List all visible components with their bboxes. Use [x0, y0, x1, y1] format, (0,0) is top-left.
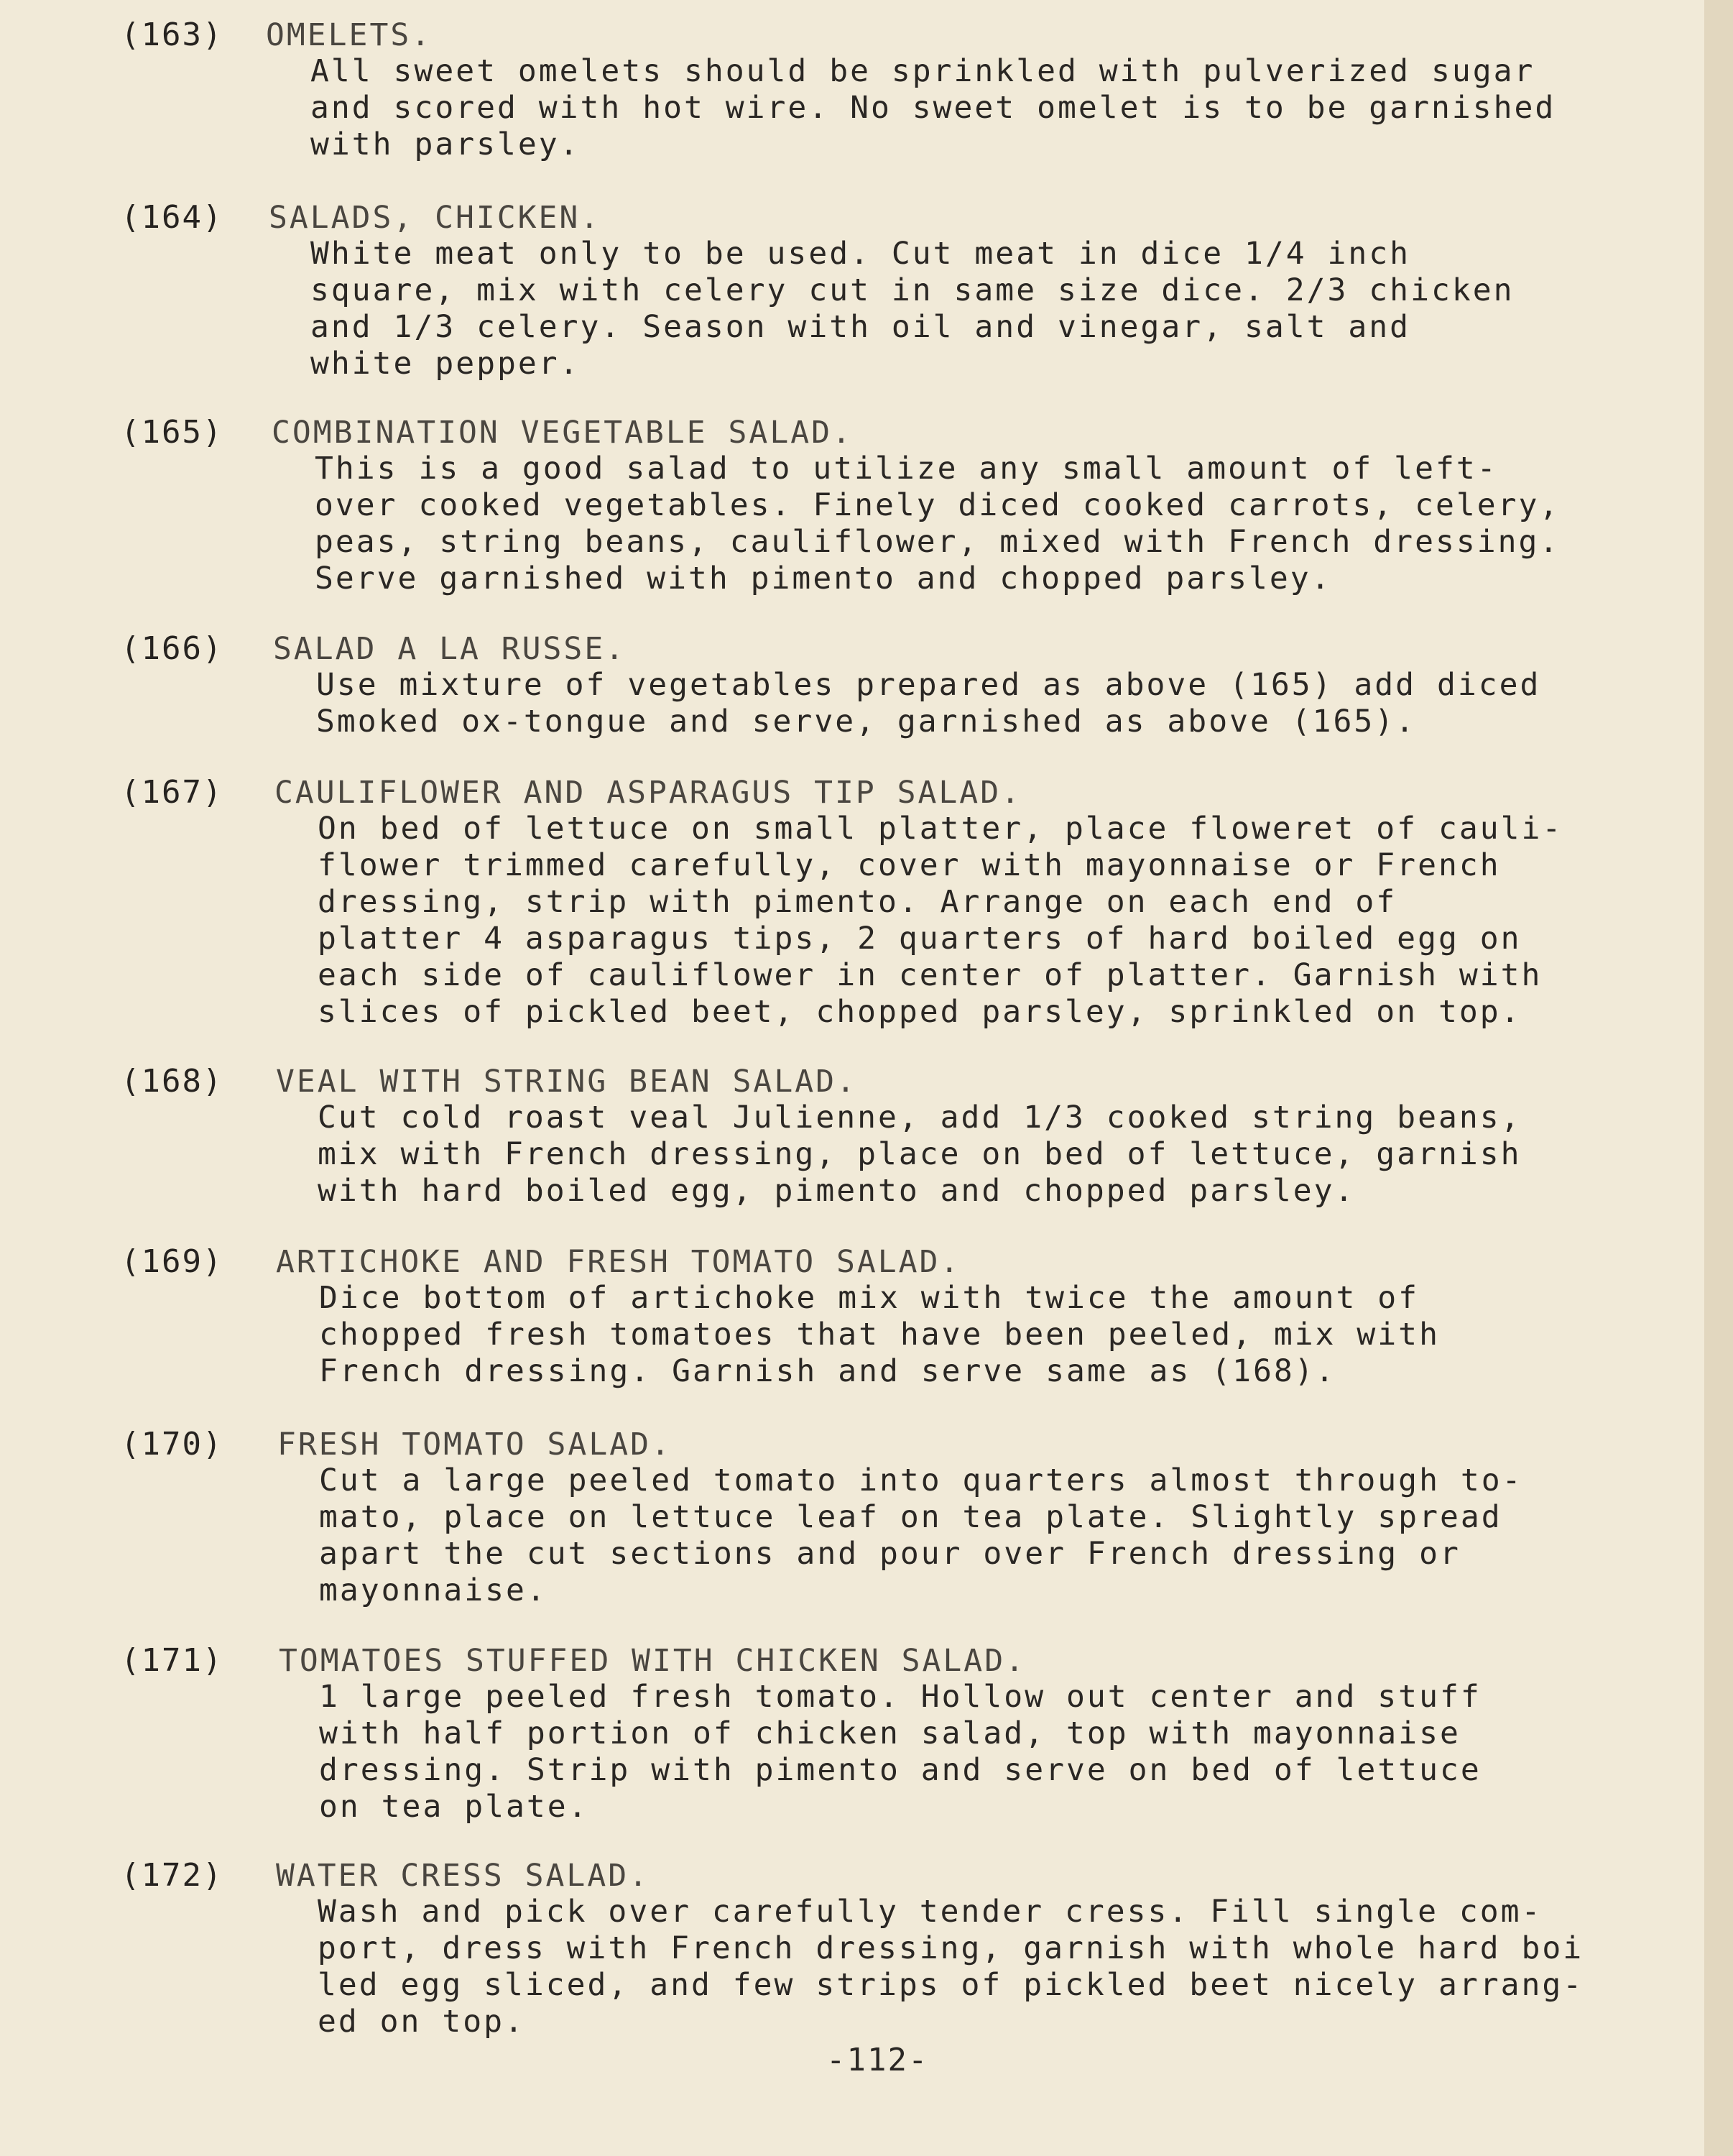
recipe-title: VEAL WITH STRING BEAN SALAD.: [276, 1064, 857, 1100]
recipe-line: All sweet omelets should be sprinkled with pulverized sugar: [310, 53, 1535, 89]
recipe-body: [319, 1462, 1523, 1609]
recipe-number: (163): [121, 17, 223, 53]
recipe-number: (164): [121, 199, 223, 236]
recipe-line: on tea plate.: [319, 1789, 589, 1825]
recipe-line: flower trimmed carefully, cover with mayonnaise or French: [318, 847, 1501, 883]
recipe-number: (167): [121, 774, 223, 811]
recipe-number: (172): [121, 1857, 223, 1894]
recipe-line: ed on top.: [318, 2004, 525, 2040]
recipe-line: port, dress with French dressing, garnish with whole hard boi: [318, 1930, 1584, 1966]
recipe-body: [316, 667, 1540, 740]
recipe-body: [318, 811, 1563, 1031]
recipe-title: COMBINATION VEGETABLE SALAD.: [272, 415, 853, 451]
recipe-line: and scored with hot wire. No sweet omelet is to be garnished: [310, 90, 1556, 126]
recipe-line: peas, string beans, cauliflower, mixed with French dressing.: [315, 524, 1561, 560]
recipe-line: with hard boiled egg, pimento and chopped parsley.: [318, 1173, 1356, 1209]
recipe-title: TOMATOES STUFFED WITH CHICKEN SALAD.: [279, 1643, 1026, 1679]
recipe-title: SALADS, CHICKEN.: [269, 200, 601, 236]
recipe-line: mato, place on lettuce leaf on tea plate. Slightly spread: [319, 1499, 1502, 1535]
recipe-line: platter 4 asparagus tips, 2 quarters of hard boiled egg on: [318, 921, 1522, 957]
recipe-line: On bed of lettuce on small platter, place floweret of cauli-: [318, 811, 1563, 847]
recipe-number: (168): [121, 1063, 223, 1100]
recipe-line: Cut a large peeled tomato into quarters almost through to-: [319, 1462, 1523, 1498]
recipe-line: Wash and pick over carefully tender cress. Fill single com-: [318, 1894, 1543, 1930]
recipe-body: [319, 1280, 1440, 1390]
recipe-number: (166): [121, 630, 223, 667]
recipe-body: [310, 236, 1515, 382]
recipe-title: SALAD A LA RUSSE.: [273, 631, 627, 667]
recipe-line: Smoked ox-tongue and serve, garnished as above (165).: [316, 704, 1417, 740]
recipe-body: [318, 1100, 1522, 1210]
recipe-line: and 1/3 celery. Season with oil and vinegar, salt and: [310, 309, 1411, 345]
recipe-line: over cooked vegetables. Finely diced cooked carrots, celery,: [315, 487, 1561, 523]
recipe-number: (171): [121, 1642, 223, 1679]
recipe-line: 1 large peeled fresh tomato. Hollow out center and stuff: [319, 1679, 1482, 1715]
recipe-title: WATER CRESS SALAD.: [276, 1858, 650, 1894]
recipe-line: dressing. Strip with pimento and serve on bed of lettuce: [319, 1752, 1482, 1788]
page-number: -112-: [826, 2042, 929, 2078]
recipe-line: Use mixture of vegetables prepared as above (165) add diced: [316, 667, 1541, 703]
recipe-line: apart the cut sections and pour over French dressing or: [319, 1536, 1461, 1572]
recipe-line: French dressing. Garnish and serve same as (168).: [319, 1353, 1336, 1389]
recipe-line: mix with French dressing, place on bed of lettuce, garnish: [318, 1136, 1522, 1172]
recipe-line: led egg sliced, and few strips of pickled beet nicely arrang-: [318, 1967, 1584, 2003]
recipe-number: (169): [121, 1243, 223, 1280]
recipe-number: (170): [121, 1426, 223, 1462]
recipe-body: [319, 1679, 1482, 1825]
recipe-line: Dice bottom of artichoke mix with twice the amount of: [319, 1280, 1420, 1316]
recipe-body: [310, 53, 1556, 163]
recipe-title: FRESH TOMATO SALAD.: [277, 1427, 672, 1462]
recipe-number: (165): [121, 414, 223, 451]
recipe-line: slices of pickled beet, chopped parsley, sprinkled on top.: [318, 994, 1522, 1030]
recipe-line: square, mix with celery cut in same size dice. 2/3 chicken: [310, 272, 1515, 308]
recipe-line: Serve garnished with pimento and chopped parsley.: [315, 561, 1332, 596]
recipe-line: dressing, strip with pimento. Arrange on each end of: [318, 884, 1397, 920]
recipe-title: ARTICHOKE AND FRESH TOMATO SALAD.: [276, 1244, 961, 1280]
recipe-body: [318, 1894, 1584, 2040]
recipe-line: Cut cold roast veal Julienne, add 1/3 cooked string beans,: [318, 1100, 1522, 1135]
recipe-line: white pepper.: [310, 346, 581, 382]
recipe-line: mayonnaise.: [319, 1572, 547, 1608]
recipe-line: chopped fresh tomatoes that have been peeled, mix with: [319, 1317, 1440, 1353]
recipe-line: each side of cauliflower in center of platter. Garnish with: [318, 957, 1543, 993]
recipe-body: [315, 451, 1560, 597]
recipe-line: This is a good salad to utilize any small amount of left-: [315, 451, 1498, 487]
recipe-title: OMELETS.: [266, 17, 433, 53]
recipe-title: CAULIFLOWER AND ASPARAGUS TIP SALAD.: [274, 775, 1022, 811]
recipe-line: with half portion of chicken salad, top with mayonnaise: [319, 1715, 1461, 1751]
recipe-line: White meat only to be used. Cut meat in dice 1/4 inch: [310, 236, 1411, 272]
recipe-line: with parsley.: [310, 126, 581, 162]
